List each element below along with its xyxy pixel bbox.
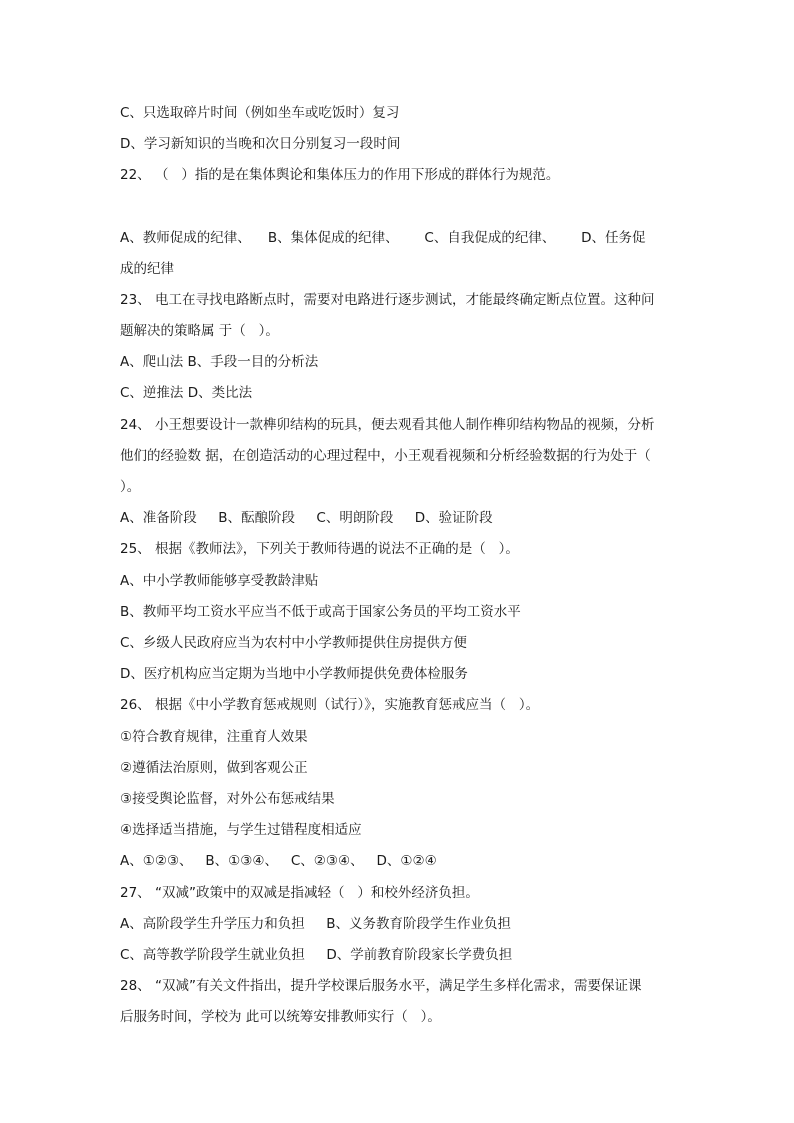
- options-22-line1: A、教师促成的纪律、 B、集体促成的纪律、 C、自我促成的纪律、 D、任务促: [120, 230, 646, 246]
- option-21-d: D、学习新知识的当晚和次日分别复习一段时间: [120, 136, 401, 152]
- item-26-3: ③接受舆论监督，对外公布惩戒结果: [120, 791, 335, 807]
- options-27-ab: A、高阶段学生升学压力和负担 B、义务教育阶段学生作业负担: [120, 916, 511, 932]
- option-25-a: A、中小学教师能够享受教龄津贴: [120, 573, 319, 589]
- question-27: 27、 “双减”政策中的双减是指减轻（ ）和校外经济负担。: [120, 885, 479, 901]
- options-27-cd: C、高等教学阶段学生就业负担 D、学前教育阶段家长学费负担: [120, 947, 513, 963]
- item-26-1: ①符合教育规律，注重育人效果: [120, 729, 308, 745]
- item-26-2: ②遵循法治原则，做到客观公正: [120, 760, 308, 776]
- question-23-line1: 23、 电工在寻找电路断点时，需要对电路进行逐步测试，才能最终确定断点位置。这种问: [120, 292, 655, 308]
- option-25-c: C、乡级人民政府应当为农村中小学教师提供住房提供方便: [120, 635, 467, 651]
- options-24: A、准备阶段 B、酝酿阶段 C、明朗阶段 D、验证阶段: [120, 510, 493, 526]
- options-23-ab: A、爬山法 B、手段一目的分析法: [120, 354, 319, 370]
- question-26: 26、 根据《中小学教育惩戒规则（试行）》，实施教育惩戒应当（ ）。: [120, 697, 540, 713]
- options-23-cd: C、逆推法 D、类比法: [120, 385, 253, 401]
- option-25-b: B、教师平均工资水平应当不低于或高于国家公务员的平均工资水平: [120, 604, 521, 620]
- question-24-line3: ）。: [120, 479, 141, 495]
- item-26-4: ④选择适当措施，与学生过错程度相适应: [120, 822, 362, 838]
- question-22: 22、 （ ）指的是在集体舆论和集体压力的作用下形成的群体行为规范。: [120, 167, 560, 183]
- question-25: 25、 根据《教师法》，下列关于教师待遇的说法不正确的是（ ）。: [120, 541, 519, 557]
- question-23-line2: 题解决的策略属 于（ ）。: [120, 323, 279, 339]
- question-24-line1: 24、 小王想要设计一款榫卯结构的玩具，便去观看其他人制作榫卯结构物品的视频，分析: [120, 417, 655, 433]
- question-28-line1: 28、 “双减”有关文件指出，提升学校课后服务水平，满足学生多样化需求，需要保证课: [120, 978, 642, 994]
- question-24-line2: 他们的经验数 据，在创造活动的心理过程中，小王观看视频和分析经验数据的行为处于（: [120, 448, 651, 464]
- option-21-c: C、只选取碎片时间（例如坐车或吃饭时）复习: [120, 105, 400, 121]
- options-26: A、①②③、 B、①③④、 C、②③④、 D、①②④: [120, 853, 437, 869]
- option-25-d: D、医疗机构应当定期为当地中小学教师提供免费体检服务: [120, 666, 468, 682]
- question-28-line2: 后服务时间，学校为 此可以统筹安排教师实行（ ）。: [120, 1009, 441, 1025]
- options-22-line2: 成的纪律: [120, 261, 174, 277]
